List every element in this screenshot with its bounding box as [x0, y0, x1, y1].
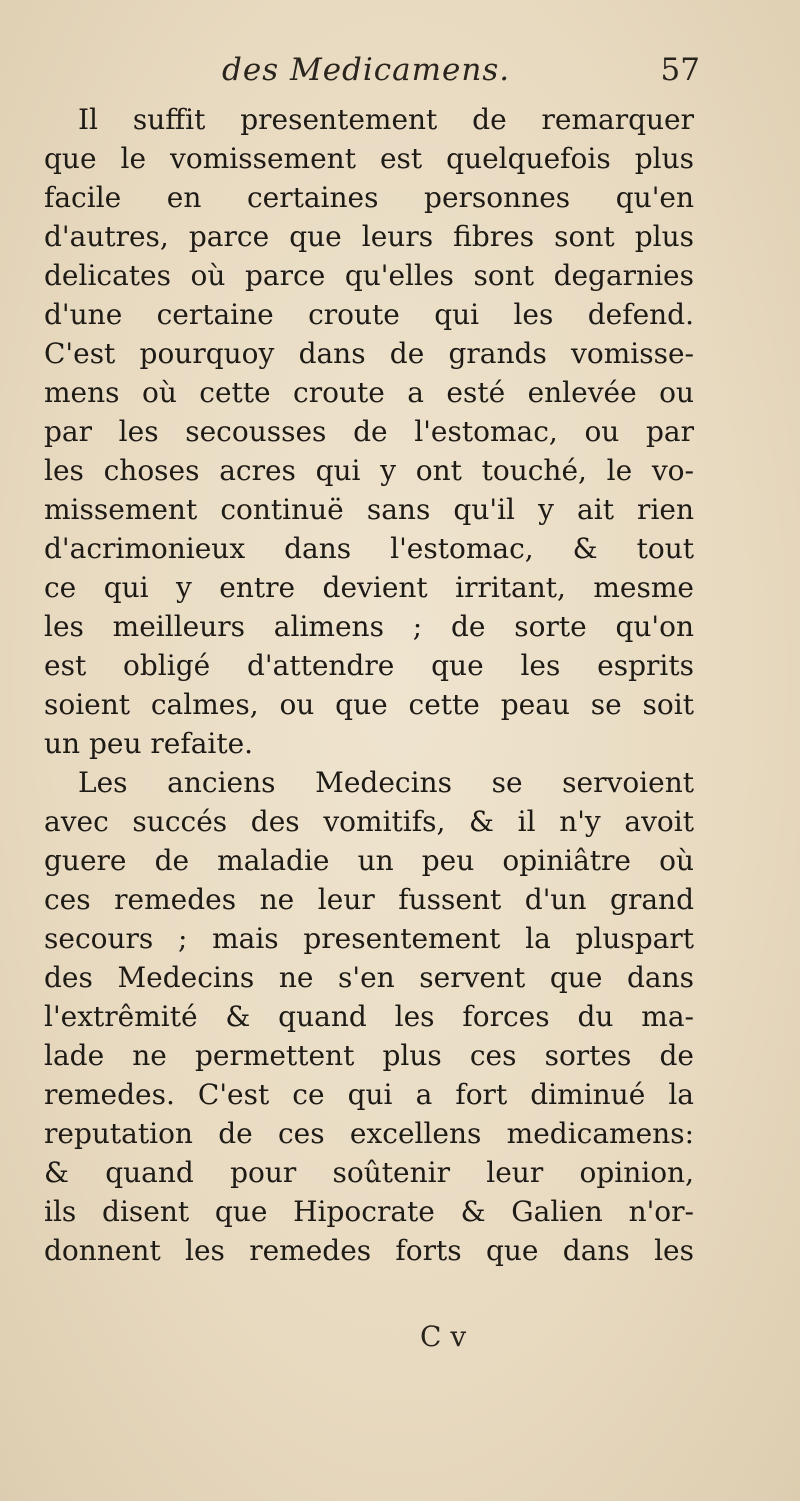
text-line: Les anciens Medecins se servoient: [78, 766, 694, 799]
text-line: d'une certaine croute qui les defend.: [44, 298, 694, 331]
paragraph-2: [44, 763, 694, 1270]
text-line: donnent les remedes forts que dans les: [44, 1234, 694, 1267]
text-line: reputation de ces excellens medicamens:: [44, 1117, 694, 1150]
text-line: est obligé d'attendre que les esprits: [44, 649, 694, 682]
text-line: des Medecins ne s'en servent que dans: [44, 961, 694, 994]
text-line: les choses acres qui y ont touché, le vo-: [44, 454, 694, 487]
text-line: d'autres, parce que leurs fibres sont plus: [44, 220, 694, 253]
text-line: les meilleurs alimens ; de sorte qu'on: [44, 610, 694, 643]
text-line: ces remedes ne leur fussent d'un grand: [44, 883, 694, 916]
text-line: par les secousses de l'estomac, ou par: [44, 415, 694, 448]
page-text: [44, 52, 700, 1270]
text-line: remedes. C'est ce qui a fort diminué la: [44, 1078, 694, 1111]
text-line: lade ne permettent plus ces sortes de: [44, 1039, 694, 1072]
text-line: & quand pour soûtenir leur opinion,: [44, 1156, 694, 1189]
signature-mark: C v: [420, 1320, 467, 1353]
text-line: ils disent que Hipocrate & Galien n'or-: [44, 1195, 694, 1228]
paragraph-1: [44, 100, 694, 763]
text-line: Il suffit presentement de remarquer: [78, 103, 694, 136]
page-number: 57: [660, 52, 700, 88]
text-line: que le vomissement est quelquefois plus: [44, 142, 694, 175]
text-line: delicates où parce qu'elles sont degarnies: [44, 259, 694, 292]
page-header: [44, 52, 700, 100]
text-line: guere de maladie un peu opiniâtre où: [44, 844, 694, 877]
text-line: mens où cette croute a esté enlevée ou: [44, 376, 694, 409]
text-line: soient calmes, ou que cette peau se soit: [44, 688, 694, 721]
text-line: avec succés des vomitifs, & il n'y avoit: [44, 805, 694, 838]
text-line: l'extrêmité & quand les forces du ma-: [44, 1000, 694, 1033]
text-line: un peu refaite.: [44, 727, 254, 760]
text-line: secours ; mais presentement la pluspart: [44, 922, 694, 955]
text-line: missement continuë sans qu'il y ait rien: [44, 493, 694, 526]
text-line: facile en certaines personnes qu'en: [44, 181, 694, 214]
text-line: ce qui y entre devient irritant, mesme: [44, 571, 694, 604]
text-line: d'acrimonieux dans l'estomac, & tout: [44, 532, 694, 565]
text-line: C'est pourquoy dans de grands vomisse-: [44, 337, 694, 370]
running-title: des Medicamens.: [222, 52, 511, 88]
